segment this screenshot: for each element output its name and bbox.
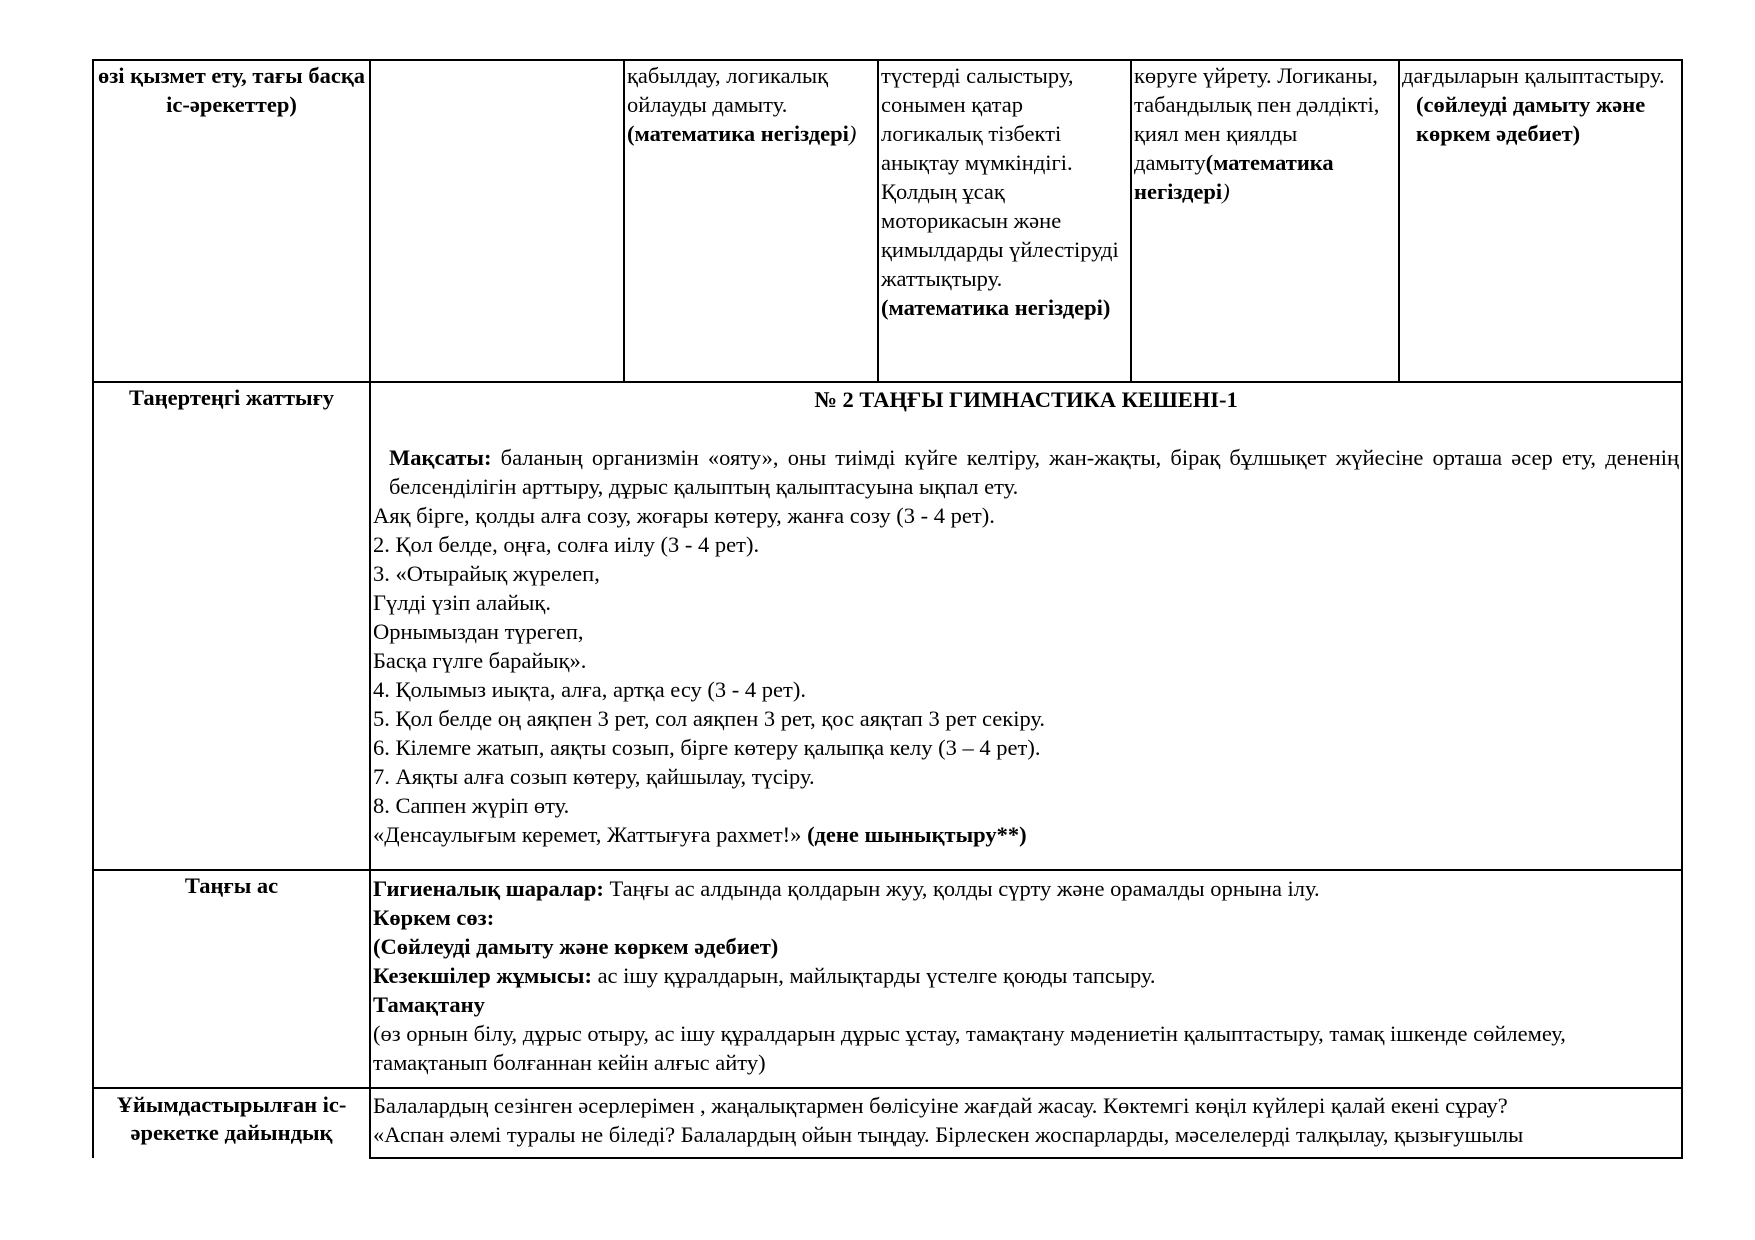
cell-subject: (математика негіздері) bbox=[881, 295, 1111, 320]
hygiene-text: Таңғы ас алдында қолдарын жуу, қолды сүрту және орамалды орнына ілу. bbox=[603, 876, 1320, 901]
daily-plan-table bbox=[92, 59, 1683, 1159]
cell-day4 bbox=[1131, 60, 1399, 382]
exercise-line: Аяқ бірге, қолды алға созу, жоғары көтеру, жанға созу (3 - 4 рет). bbox=[373, 503, 995, 528]
goal-label: Мақсаты: bbox=[389, 445, 492, 470]
closing-subject: (дене шынықтыру**) bbox=[807, 822, 1027, 847]
row-breakfast bbox=[93, 870, 1682, 1088]
cell-text: дағдыларын қалыптастыру. bbox=[1402, 63, 1665, 88]
row-label-preparation bbox=[93, 1088, 370, 1158]
cell-day2 bbox=[624, 60, 878, 382]
exercise-title: № 2 ТАҢҒЫ ГИМНАСТИКА КЕШЕНІ-1 bbox=[814, 387, 1238, 412]
cell-subject: (математика негіздері bbox=[627, 121, 849, 146]
exercise-line: Гүлді үзіп алайық. bbox=[373, 590, 551, 615]
exercise-goal bbox=[373, 443, 1679, 501]
duty-text: ас ішу құралдарын, майлықтарды үстелге қоюды тапсыру. bbox=[591, 963, 1156, 988]
preparation-line: «Аспан әлемі туралы не біледі? Балалардың ойын тыңдау. Бірлескен жоспарларды, мәселелерді талқылау, қызығушылы bbox=[373, 1122, 1524, 1147]
artistic-word-label: Көркем сөз: bbox=[373, 905, 495, 930]
exercise-line: 6. Кілемге жатып, аяқты созып, бірге көтеру қалыпқа келу (3 – 4 рет). bbox=[373, 735, 1041, 760]
cell-day5 bbox=[1399, 60, 1682, 382]
row-label-breakfast bbox=[93, 870, 370, 1088]
row-preparation bbox=[93, 1088, 1682, 1158]
cell-text: көруге үйрету. Логиканы, табандылық пен дәлдікті, қиял мен қиялды дамыту bbox=[1134, 63, 1380, 175]
duty-label: Кезекшілер жұмысы: bbox=[373, 963, 592, 988]
duty-line bbox=[373, 961, 1679, 990]
exercise-line: 4. Қолымыз иықта, алға, артқа есу (3 - 4 рет). bbox=[373, 677, 806, 702]
hygiene-line bbox=[373, 874, 1679, 903]
label-text: Таңертеңгі жаттығу bbox=[128, 385, 335, 410]
cell-preparation bbox=[370, 1088, 1682, 1158]
row-label-morning-exercise bbox=[93, 382, 370, 870]
cell-subject-close: ) bbox=[1222, 179, 1230, 204]
row-activities-continued bbox=[93, 60, 1682, 382]
exercise-line: Орнымыздан түрегеп, bbox=[373, 619, 584, 644]
exercise-line: 2. Қол белде, оңға, солға иілу (3 - 4 рет). bbox=[373, 532, 760, 557]
label-text: Таңғы ас bbox=[184, 873, 279, 898]
exercise-line: 7. Аяқты алға созып көтеру, қайшылау, түсіру. bbox=[373, 764, 815, 789]
cell-day3 bbox=[878, 60, 1131, 382]
exercise-line: Басқа гүлге барайық». bbox=[373, 648, 587, 673]
eating-label: Тамақтану bbox=[373, 992, 485, 1017]
cell-subject-close: ) bbox=[848, 121, 857, 146]
goal-text: баланың организмін «ояту», оны тиімді күйге келтіру, жан-жақты, бірақ бұлшықет жүйесіне орташа әсер ету, дененің белсенділігін арттыру, дұрыс қалыптың қалыптасуына ықпал ету. bbox=[389, 445, 1679, 499]
cell-morning-exercise bbox=[370, 382, 1682, 870]
cell-breakfast bbox=[370, 870, 1682, 1088]
spacer bbox=[373, 414, 1679, 443]
label-text: Ұйымдастырылған іс-әрекетке дайындық bbox=[116, 1092, 347, 1145]
cell-day1 bbox=[370, 60, 624, 382]
row-label-activities bbox=[93, 60, 370, 382]
closing-text: «Денсаулығым керемет, Жаттығуға рахмет!» bbox=[373, 822, 808, 847]
preparation-line: Балалардың сезінген әсерлерімен , жаңалықтармен бөлісуіне жағдай жасау. Көктемгі көңіл күйлері қалай екені сұрау? bbox=[373, 1093, 1508, 1118]
exercise-line: 8. Саппен жүріп өту. bbox=[373, 793, 570, 818]
cell-subject: (сөйлеуді дамыту және көркем әдебиет) bbox=[1416, 92, 1646, 146]
eating-text: (өз орнын білу, дұрыс отыру, ас ішу құралдарын дұрыс ұстау, тамақтану мәдениетін қалыптастыру, тамақ ішкенде сөйлемеу, тамақтанып болғаннан кейін алғыс айту) bbox=[373, 1021, 1566, 1075]
row-morning-exercise bbox=[93, 382, 1682, 870]
exercise-line: 3. «Отырайық жүрелеп, bbox=[373, 561, 600, 586]
label-text: өзі қызмет ету, тағы басқа іс-әрекеттер) bbox=[97, 63, 366, 117]
exercise-line: 5. Қол белде оң аяқпен 3 рет, сол аяқпен 3 рет, қос аяқтап 3 рет секіру. bbox=[373, 706, 1046, 731]
cell-text: түстерді салыстыру, сонымен қатар логикалық тізбекті анықтау мүмкіндігі. Қолдың ұсақ моторикасын және қимылдарды үйлестіруді жаттықтыру. bbox=[881, 63, 1119, 291]
artistic-word-area: (Сөйлеуді дамыту және көркем әдебиет) bbox=[373, 934, 779, 959]
hygiene-label: Гигиеналық шаралар: bbox=[373, 876, 604, 901]
cell-text: қабылдау, логикалық ойлауды дамыту. bbox=[627, 63, 829, 117]
exercise-closing bbox=[373, 820, 1679, 849]
cell-subject: (математика негіздері bbox=[1134, 150, 1334, 204]
